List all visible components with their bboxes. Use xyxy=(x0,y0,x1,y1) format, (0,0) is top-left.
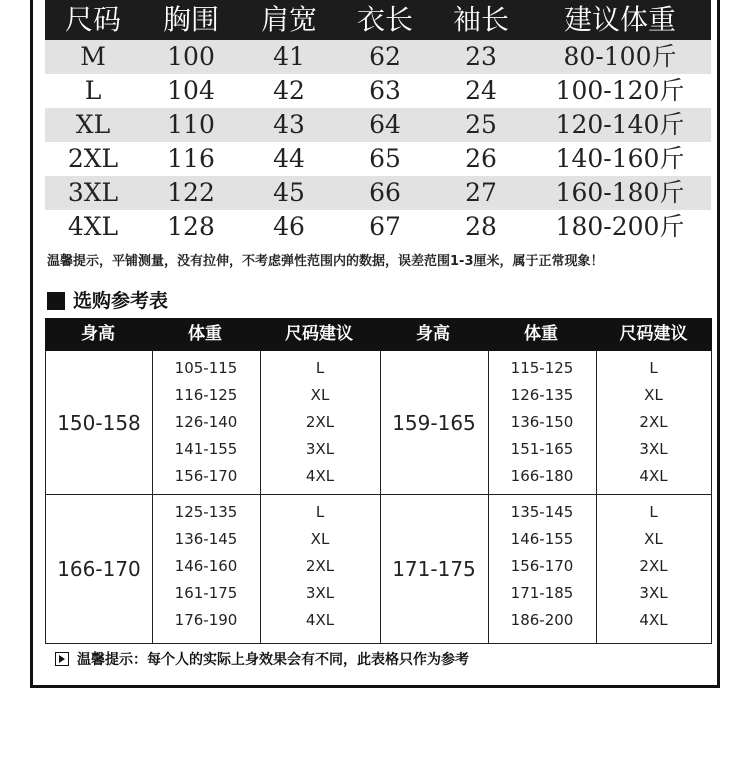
size-suggestion-cell: 4XL xyxy=(305,611,335,629)
size-row xyxy=(45,74,711,108)
size-suggestion-cell: L xyxy=(649,359,658,377)
header-size-right: 尺码建议 xyxy=(619,324,688,344)
weight-range-cell: 115-125 xyxy=(510,359,574,377)
shoulder-cell: 44 xyxy=(273,144,305,173)
height-range-cell: 150-158 xyxy=(57,411,141,435)
weight-range-cell: 176-190 xyxy=(174,611,238,629)
header-shoulder: 肩宽 xyxy=(260,3,317,36)
size-cell: 2XL xyxy=(67,144,119,173)
size-cell: L xyxy=(84,76,102,105)
length-cell: 66 xyxy=(369,178,401,207)
shoulder-cell: 45 xyxy=(273,178,305,207)
size-suggestion-cell: 2XL xyxy=(305,557,335,575)
length-cell: 63 xyxy=(369,76,401,105)
measurement-note: 温馨提示，平铺测量，没有拉伸，不考虑弹性范围内的数据，误差范围1-3厘米，属于正常现象！ xyxy=(47,254,604,269)
header-length: 衣长 xyxy=(356,3,413,36)
size-suggestion-cell: 3XL xyxy=(639,440,668,458)
size-suggestion-cell: XL xyxy=(644,530,663,548)
guide-header xyxy=(45,318,712,351)
size-chart-header xyxy=(45,0,711,40)
length-cell: 67 xyxy=(369,212,401,241)
weight-range-cell: 116-125 xyxy=(174,386,238,404)
play-box-icon xyxy=(55,652,69,666)
sleeve-cell: 28 xyxy=(465,212,497,241)
size-suggestion-cell: XL xyxy=(644,386,663,404)
size-suggestion-cell: 4XL xyxy=(639,611,668,629)
size-suggestion-cell: L xyxy=(649,503,658,521)
weight-range-cell: 136-150 xyxy=(510,413,574,431)
length-cell: 65 xyxy=(369,144,401,173)
weight-range-cell: 171-185 xyxy=(510,584,574,602)
chest-cell: 128 xyxy=(167,212,215,241)
chest-cell: 116 xyxy=(167,144,215,173)
size-cell: XL xyxy=(75,110,111,139)
length-cell: 64 xyxy=(369,110,401,139)
shoulder-cell: 46 xyxy=(273,212,305,241)
size-cell: 4XL xyxy=(67,212,119,241)
weight-range-cell: 151-165 xyxy=(510,440,574,458)
header-weight: 建议体重 xyxy=(563,3,676,36)
chest-cell: 100 xyxy=(167,42,215,71)
chest-cell: 110 xyxy=(167,110,215,139)
header-sleeve: 袖长 xyxy=(452,3,509,36)
weight-range-cell: 136-145 xyxy=(174,530,238,548)
sleeve-cell: 26 xyxy=(465,144,497,173)
size-row xyxy=(45,210,711,244)
chest-cell: 104 xyxy=(167,76,215,105)
header-chest: 胸围 xyxy=(162,3,219,36)
weight-range-cell: 186-200 xyxy=(510,611,574,629)
shoulder-cell: 43 xyxy=(273,110,305,139)
weight-range-cell: 156-170 xyxy=(510,557,574,575)
size-suggestion-cell: L xyxy=(315,503,325,521)
grid-line xyxy=(380,351,381,643)
sleeve-cell: 25 xyxy=(465,110,497,139)
sleeve-cell: 27 xyxy=(465,178,497,207)
sleeve-cell: 23 xyxy=(465,42,497,71)
size-suggestion-cell: 3XL xyxy=(305,584,335,602)
weight-range-cell: 126-140 xyxy=(174,413,238,431)
size-row xyxy=(45,142,711,176)
header-weight-left: 体重 xyxy=(188,324,222,344)
weight-range-cell: 125-135 xyxy=(174,503,238,521)
header-size-left: 尺码建议 xyxy=(285,324,353,344)
weight-range-cell: 126-135 xyxy=(510,386,574,404)
weight-cell: 180-200斤 xyxy=(555,212,685,241)
size-row xyxy=(45,176,711,210)
weight-cell: 100-120斤 xyxy=(555,76,685,105)
weight-range-cell: 156-170 xyxy=(174,467,238,485)
bottom-tip-text: 温馨提示：每个人的实际上身效果会有不同，此表格只作为参考 xyxy=(77,652,469,668)
size-suggestion-cell: 4XL xyxy=(305,467,335,485)
guide-body xyxy=(45,351,712,644)
size-suggestion-cell: 3XL xyxy=(305,440,335,458)
height-range-cell: 159-165 xyxy=(392,411,476,435)
weight-cell: 160-180斤 xyxy=(555,178,685,207)
header-weight-right: 体重 xyxy=(524,324,558,344)
square-bullet-icon xyxy=(47,292,65,310)
shoulder-cell: 42 xyxy=(273,76,305,105)
length-cell: 62 xyxy=(369,42,401,71)
weight-cell: 80-100斤 xyxy=(563,42,677,71)
weight-range-cell: 105-115 xyxy=(174,359,238,377)
size-suggestion-cell: L xyxy=(315,359,325,377)
size-suggestion-cell: XL xyxy=(310,386,330,404)
header-height-right: 身高 xyxy=(416,324,450,344)
size-suggestion-cell: 2XL xyxy=(305,413,335,431)
size-row xyxy=(45,108,711,142)
size-suggestion-cell: 4XL xyxy=(639,467,668,485)
weight-range-cell: 146-160 xyxy=(174,557,238,575)
height-range-cell: 166-170 xyxy=(57,557,141,581)
weight-range-cell: 141-155 xyxy=(174,440,238,458)
size-suggestion-cell: 3XL xyxy=(639,584,668,602)
weight-cell: 120-140斤 xyxy=(555,110,685,139)
sleeve-cell: 24 xyxy=(465,76,497,105)
weight-range-cell: 146-155 xyxy=(510,530,574,548)
size-guide-panel xyxy=(30,0,720,688)
size-cell: 3XL xyxy=(67,178,119,207)
size-suggestion-cell: 2XL xyxy=(639,413,668,431)
guide-title: 选购参考表 xyxy=(73,290,169,312)
block-divider xyxy=(46,494,711,495)
chest-cell: 122 xyxy=(167,178,215,207)
weight-range-cell: 135-145 xyxy=(510,503,574,521)
header-height-left: 身高 xyxy=(81,324,115,344)
size-row xyxy=(45,40,711,74)
size-suggestion-cell: XL xyxy=(310,530,330,548)
purchase-guide-table xyxy=(45,318,712,643)
shoulder-cell: 41 xyxy=(273,42,305,71)
height-range-cell: 171-175 xyxy=(392,557,476,581)
weight-range-cell: 161-175 xyxy=(174,584,238,602)
size-cell: M xyxy=(80,42,106,71)
header-size: 尺码 xyxy=(64,3,121,36)
size-suggestion-cell: 2XL xyxy=(639,557,668,575)
weight-range-cell: 166-180 xyxy=(510,467,574,485)
weight-cell: 140-160斤 xyxy=(555,144,685,173)
